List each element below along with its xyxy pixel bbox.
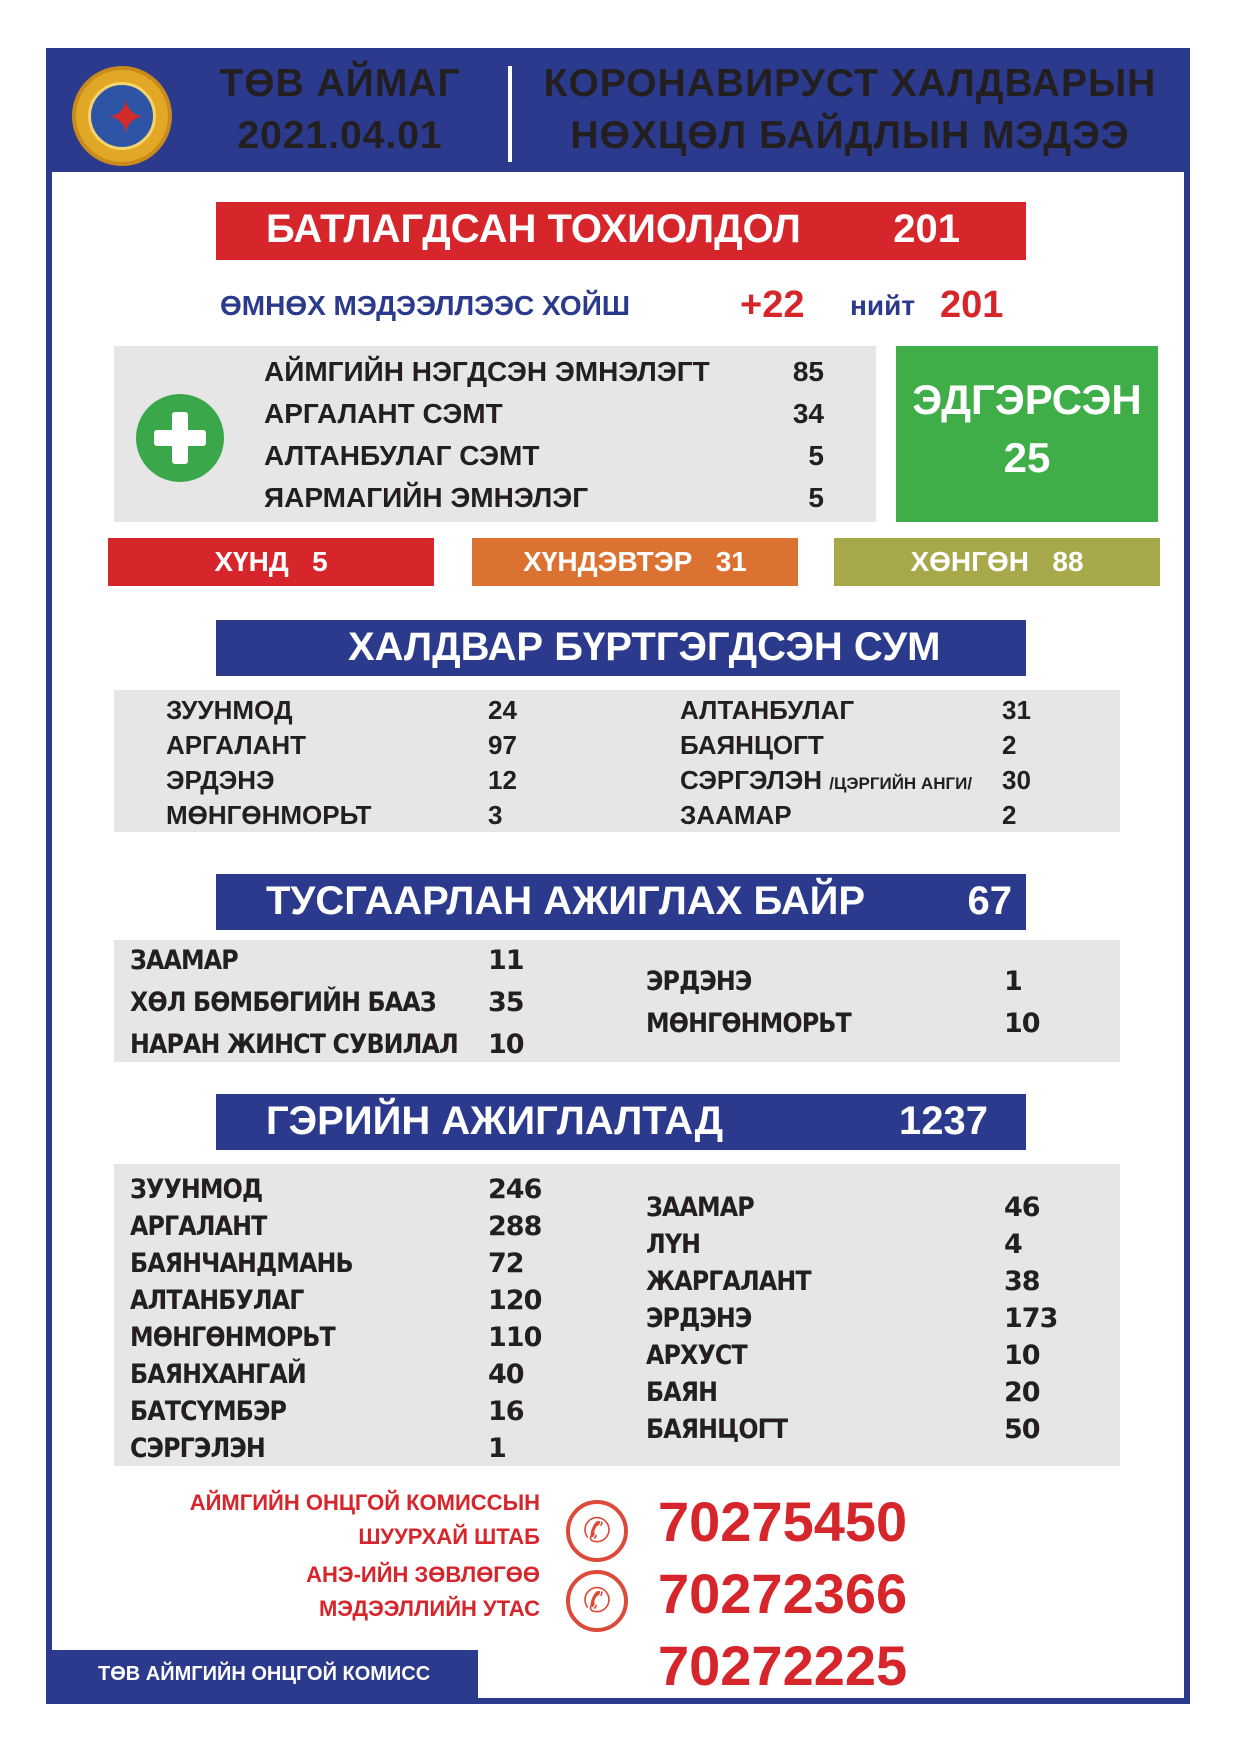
soum-value: 110 (488, 1322, 542, 1353)
since-label: ӨМНӨХ МЭДЭЭЛЛЭЭС ХОЙШ (220, 290, 630, 321)
list-item (130, 943, 530, 979)
soum-name: АРХУСТ (646, 1340, 747, 1371)
header-divider (508, 66, 512, 162)
list-item (646, 1338, 1066, 1374)
list-item (646, 1412, 1066, 1448)
list-item (646, 1227, 1066, 1263)
soum-value: 2 (1002, 730, 1017, 760)
confirmed-banner (216, 202, 1026, 260)
facility-name: ЗААМАР (130, 945, 238, 976)
hotline-label-2: АНЭ-ИЙН ЗӨВЛӨГӨӨ МЭДЭЭЛЛИЙН УТАС (306, 1562, 540, 1621)
phone-number[interactable]: 70272225 (658, 1634, 908, 1697)
isolation-banner (216, 874, 1026, 930)
soum-name: БАЯНХАНГАЙ (130, 1359, 306, 1390)
report-title-line1: КОРОНАВИРУСТ ХАЛДВАРЫН (543, 62, 1157, 105)
medical-cross-icon (136, 394, 224, 482)
phone-icon: ✆ (566, 1500, 628, 1562)
hospital-value: 5 (808, 440, 824, 471)
list-item (130, 1246, 550, 1282)
severity-mild (834, 538, 1160, 586)
hospital-name: АЙМГИЙН НЭГДСЭН ЭМНЭЛЭГТ (264, 356, 710, 387)
header-left (200, 58, 480, 162)
recovered-box (896, 346, 1158, 522)
list-item (130, 1431, 550, 1467)
soum-value: 24 (488, 695, 517, 725)
soum-value: 120 (488, 1285, 542, 1316)
soum-name: ЭРДЭНЭ (166, 765, 275, 795)
soum-value: 46 (1004, 1192, 1040, 1223)
severity-label: ХӨНГӨН (910, 546, 1030, 577)
footer-bar (52, 1650, 478, 1698)
hospital-row (264, 440, 824, 482)
total-value: 201 (940, 284, 1004, 326)
soum-value: 38 (1004, 1266, 1040, 1297)
confirmed-value: 201 (893, 207, 960, 251)
soum-name: БАЯНЦОГТ (680, 730, 824, 760)
home-title: ГЭРИЙН АЖИГЛАЛТАД (266, 1099, 724, 1143)
list-item (130, 985, 530, 1021)
soum-name: БАЯНЧАНДМАНЬ (130, 1248, 353, 1279)
soum-name: АЛТАНБУЛАГ (130, 1285, 304, 1316)
soum-value: 30 (1002, 765, 1031, 795)
soum-name: ЗААМАР (646, 1192, 754, 1223)
report-date: 2021.04.01 (237, 114, 443, 157)
hospital-name: АЛТАНБУЛАГ СЭМТ (264, 440, 540, 471)
soum-value: 72 (488, 1248, 524, 1279)
soum-note: /ЦЭРГИЙН АНГИ/ (829, 774, 973, 793)
hospital-name: ЯАРМАГИЙН ЭМНЭЛЭГ (264, 482, 589, 513)
soum-name: ЗААМАР (680, 800, 792, 830)
list-item (130, 1209, 550, 1245)
facility-name: ЭРДЭНЭ (646, 966, 752, 997)
footer-text: ТӨВ АЙМГИЙН ОНЦГОЙ КОМИСС (98, 1663, 431, 1685)
list-item (166, 797, 526, 833)
header-right (530, 58, 1170, 162)
home-value: 1237 (899, 1099, 988, 1143)
soum-name: ЗУУНМОД (166, 695, 293, 725)
list-item (130, 1394, 550, 1430)
recovered-value: 25 (1003, 434, 1051, 481)
soum-name: МӨНГӨНМОРЬТ (166, 800, 372, 830)
list-item (646, 1301, 1066, 1337)
soum-name: ЖАРГАЛАНТ (646, 1266, 811, 1297)
report-title-line2: НӨХЦӨЛ БАЙДЛЫН МЭДЭЭ (570, 114, 1130, 157)
soum-value: 40 (488, 1359, 524, 1390)
hospital-row (264, 482, 824, 524)
severity-moderate (472, 538, 798, 586)
list-item (680, 727, 1060, 763)
soum-name: ЗУУНМОД (130, 1174, 263, 1205)
soum-value: 173 (1004, 1303, 1058, 1334)
soum-value: 4 (1004, 1229, 1022, 1260)
soums-title: ХАЛДВАР БҮРТГЭГДСЭН СУМ (348, 625, 941, 669)
severity-value: 88 (1052, 546, 1084, 577)
list-item (646, 1264, 1066, 1300)
list-item (646, 1006, 1046, 1042)
soum-value: 97 (488, 730, 517, 760)
hospital-row (264, 356, 824, 398)
severity-severe (108, 538, 434, 586)
region-title: ТӨВ АЙМАГ (219, 62, 461, 105)
soums-banner (216, 620, 1026, 676)
home-banner (216, 1094, 1026, 1150)
soum-value: 288 (488, 1211, 542, 1242)
list-item (646, 964, 1046, 1000)
hospital-value: 85 (792, 356, 824, 387)
soum-value: 1 (488, 1433, 506, 1464)
isolation-value: 67 (967, 879, 1012, 923)
summary-line (220, 286, 1020, 330)
hospital-value: 34 (792, 398, 824, 429)
facility-value: 11 (488, 945, 524, 976)
list-item (130, 1283, 550, 1319)
facility-name: НАРАН ЖИНСТ СУВИЛАЛ (130, 1029, 458, 1060)
list-item (646, 1190, 1066, 1226)
hotline-label-1: АЙМГИЙН ОНЦГОЙ КОМИССЫН ШУУРХАЙ ШТАБ (189, 1490, 540, 1549)
soum-name: БАЯНЦОГТ (646, 1414, 788, 1445)
list-item (130, 1027, 530, 1063)
severity-value: 5 (312, 546, 328, 577)
phone-number[interactable]: 70272366 (658, 1562, 908, 1625)
hospital-value: 5 (808, 482, 824, 513)
facility-value: 10 (488, 1029, 524, 1060)
phone-icon: ✆ (566, 1570, 628, 1632)
soum-value: 16 (488, 1396, 524, 1427)
hospital-name: АРГАЛАНТ СЭМТ (264, 398, 503, 429)
total-label: нийт (850, 290, 916, 321)
new-cases: +22 (740, 284, 805, 326)
facility-value: 10 (1004, 1008, 1040, 1039)
soum-value: 12 (488, 765, 517, 795)
recovered-label: ЭДГЭРСЭН (912, 376, 1142, 423)
confirmed-label: БАТЛАГДСАН ТОХИОЛДОЛ (266, 207, 801, 251)
soum-value: 10 (1004, 1340, 1040, 1371)
severity-label: ХҮНД (214, 546, 289, 577)
list-item (680, 762, 1060, 798)
soum-name: ЛҮН (646, 1229, 701, 1260)
severity-value: 31 (715, 546, 747, 577)
soum-value: 2 (1002, 800, 1017, 830)
soum-name: БАТСҮМБЭР (130, 1396, 287, 1427)
list-item (646, 1375, 1066, 1411)
soum-value: 20 (1004, 1377, 1040, 1408)
list-item (166, 727, 526, 763)
list-item (680, 692, 1060, 728)
soum-name: МӨНГӨНМОРЬТ (130, 1322, 335, 1353)
list-item (130, 1320, 550, 1356)
soum-value: 246 (488, 1174, 542, 1205)
soum-name: АРГАЛАНТ (166, 730, 306, 760)
soyombo-emblem-icon: ✦ (72, 66, 172, 166)
list-item (166, 762, 526, 798)
soum-value: 3 (488, 800, 503, 830)
soum-name: ЭРДЭНЭ (646, 1303, 752, 1334)
soum-name: АРГАЛАНТ (130, 1211, 267, 1242)
soum-name: СЭРГЭЛЭН (680, 765, 823, 795)
soum-value: 31 (1002, 695, 1031, 725)
soum-name: БАЯН (646, 1377, 718, 1408)
facility-value: 1 (1004, 966, 1022, 997)
hospital-row (264, 398, 824, 440)
facility-name: ХӨЛ БӨМБӨГИЙН БААЗ (130, 987, 436, 1018)
list-item (130, 1357, 550, 1393)
list-item (680, 797, 1060, 833)
severity-label: ХҮНДЭВТЭР (523, 546, 693, 577)
list-item (166, 692, 526, 728)
soum-name: АЛТАНБУЛАГ (680, 695, 855, 725)
facility-value: 35 (488, 987, 524, 1018)
phone-number[interactable]: 70275450 (658, 1490, 908, 1553)
list-item (130, 1172, 550, 1208)
soum-name: СЭРГЭЛЭН (130, 1433, 265, 1464)
isolation-title: ТУСГААРЛАН АЖИГЛАХ БАЙР (266, 879, 866, 923)
soum-value: 50 (1004, 1414, 1040, 1445)
facility-name: МӨНГӨНМОРЬТ (646, 1008, 851, 1039)
